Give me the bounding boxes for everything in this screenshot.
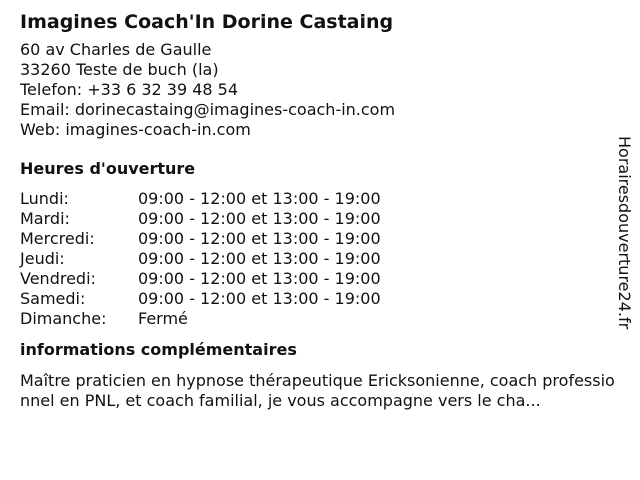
day-label: Mardi: [20,209,70,228]
hours-row-saturday [20,289,620,309]
day-label: Lundi: [20,189,69,208]
address-line-2: 33260 Teste de buch (la) [20,60,219,79]
business-card [20,8,620,411]
additional-info-title: informations complémentaires [20,340,297,359]
hours-row-monday [20,189,620,209]
day-label: Samedi: [20,289,86,308]
hours-row-thursday [20,249,620,269]
hours-value: 09:00 - 12:00 et 13:00 - 19:00 [138,269,381,288]
opening-hours-title: Heures d'ouverture [20,159,196,178]
day-label: Vendredi: [20,269,96,288]
hours-value: 09:00 - 12:00 et 13:00 - 19:00 [138,209,381,228]
business-name: Imagines Coach'In Dorine Castaing [20,11,394,33]
address-line-1: 60 av Charles de Gaulle [20,40,212,59]
hours-value: 09:00 - 12:00 et 13:00 - 19:00 [138,289,381,308]
phone-text: Telefon: +33 6 32 39 48 54 [20,80,239,99]
hours-value: 09:00 - 12:00 et 13:00 - 19:00 [138,249,381,268]
hours-value: Fermé [138,309,188,328]
day-label: Dimanche: [20,309,107,328]
hours-row-friday [20,269,620,289]
web-text: Web: imagines-coach-in.com [20,120,251,139]
additional-info-text: Maître praticien en hypnose thérapeutique Ericksonienne, coach professionnel en PNL, et coach familial, je vous accompagne vers le cha... [20,371,615,410]
day-label: Mercredi: [20,229,95,248]
hours-row-wednesday [20,229,620,249]
hours-value: 09:00 - 12:00 et 13:00 - 19:00 [138,189,381,208]
hours-value: 09:00 - 12:00 et 13:00 - 19:00 [138,229,381,248]
email-text: Email: dorinecastaing@imagines-coach-in.com [20,100,396,119]
day-label: Jeudi: [20,249,65,268]
hours-row-sunday [20,309,620,329]
opening-hours-table [20,189,620,329]
site-watermark: Horairesdouverture24.fr [615,136,634,330]
hours-row-tuesday [20,209,620,229]
